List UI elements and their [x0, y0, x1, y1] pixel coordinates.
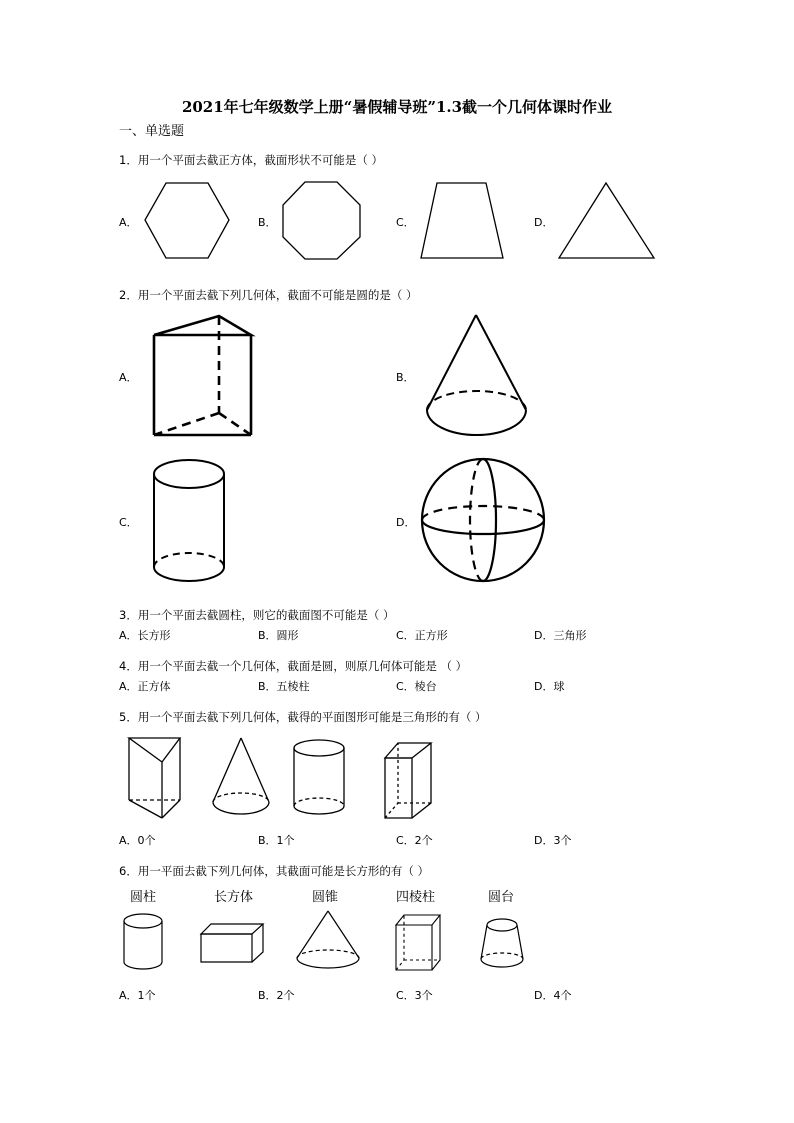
q1-option-d: D．: [534, 216, 554, 229]
cylinder-icon: [124, 914, 162, 969]
frustum-icon: [481, 919, 523, 967]
question-3-stem: 3．用一个平面去截圆柱，则它的截面图不可能是（ ）: [119, 608, 395, 622]
q3-option-d: D．三角形: [534, 629, 587, 642]
q1-option-a: A．: [119, 216, 138, 229]
q3-option-a: A．长方形: [119, 629, 171, 642]
square-prism-icon: [396, 915, 440, 970]
q6-option-d: D．4个: [534, 989, 572, 1002]
question-5-stem: 5．用一个平面去截下列几何体，截得的平面图形可能是三角形的有（ ）: [119, 710, 487, 724]
q5-option-b: B．1个: [258, 834, 295, 847]
q1-option-c: C．: [396, 216, 415, 229]
q2-option-c: C．: [119, 516, 138, 529]
q6-label-frustum: 圆台: [488, 890, 515, 905]
question-6-stem: 6．用一平面去截下列几何体，其截面可能是长方形的有（ ）: [119, 864, 429, 878]
q5-option-d: D．3个: [534, 834, 572, 847]
question-4-stem: 4．用一个平面去截一个几何体，截面是圆，则原几何体可能是 （ ）: [119, 659, 468, 673]
q6-label-cuboid: 长方体: [214, 890, 254, 905]
q6-label-square-prism: 四棱柱: [396, 890, 436, 905]
q6-option-b: B．2个: [258, 989, 295, 1002]
q4-option-a: A．正方体: [119, 680, 171, 693]
q2-option-d: D．: [396, 516, 416, 529]
q1-option-b: B．: [258, 216, 277, 229]
q5-option-a: A．0个: [119, 834, 156, 847]
q6-option-a: A．1个: [119, 989, 156, 1002]
q5-option-c: C．2个: [396, 834, 433, 847]
q4-option-c: C．棱台: [396, 680, 437, 693]
q4-option-b: B．五棱柱: [258, 680, 310, 693]
question-2-stem: 2．用一个平面去截下列几何体，截面不可能是圆的是（ ）: [119, 288, 418, 302]
cone-icon: [297, 911, 359, 968]
q2-option-b: B．: [396, 371, 415, 384]
section-heading: 一、单选题: [119, 124, 185, 139]
q4-option-d: D．球: [534, 680, 565, 693]
cuboid-icon: [201, 924, 263, 962]
q3-option-b: B．圆形: [258, 629, 299, 642]
q6-label-cone: 圆锥: [312, 890, 339, 905]
question-1-stem: 1．用一个平面去截正方体，截面形状不可能是（ ）: [119, 153, 383, 167]
q3-option-c: C．正方形: [396, 629, 448, 642]
q2-option-a: A．: [119, 371, 138, 384]
q6-option-c: C．3个: [396, 989, 433, 1002]
page-title: 2021年七年级数学上册“暑假辅导班”1.3截一个几何体课时作业: [181, 98, 613, 116]
q6-label-cylinder: 圆柱: [130, 890, 157, 905]
